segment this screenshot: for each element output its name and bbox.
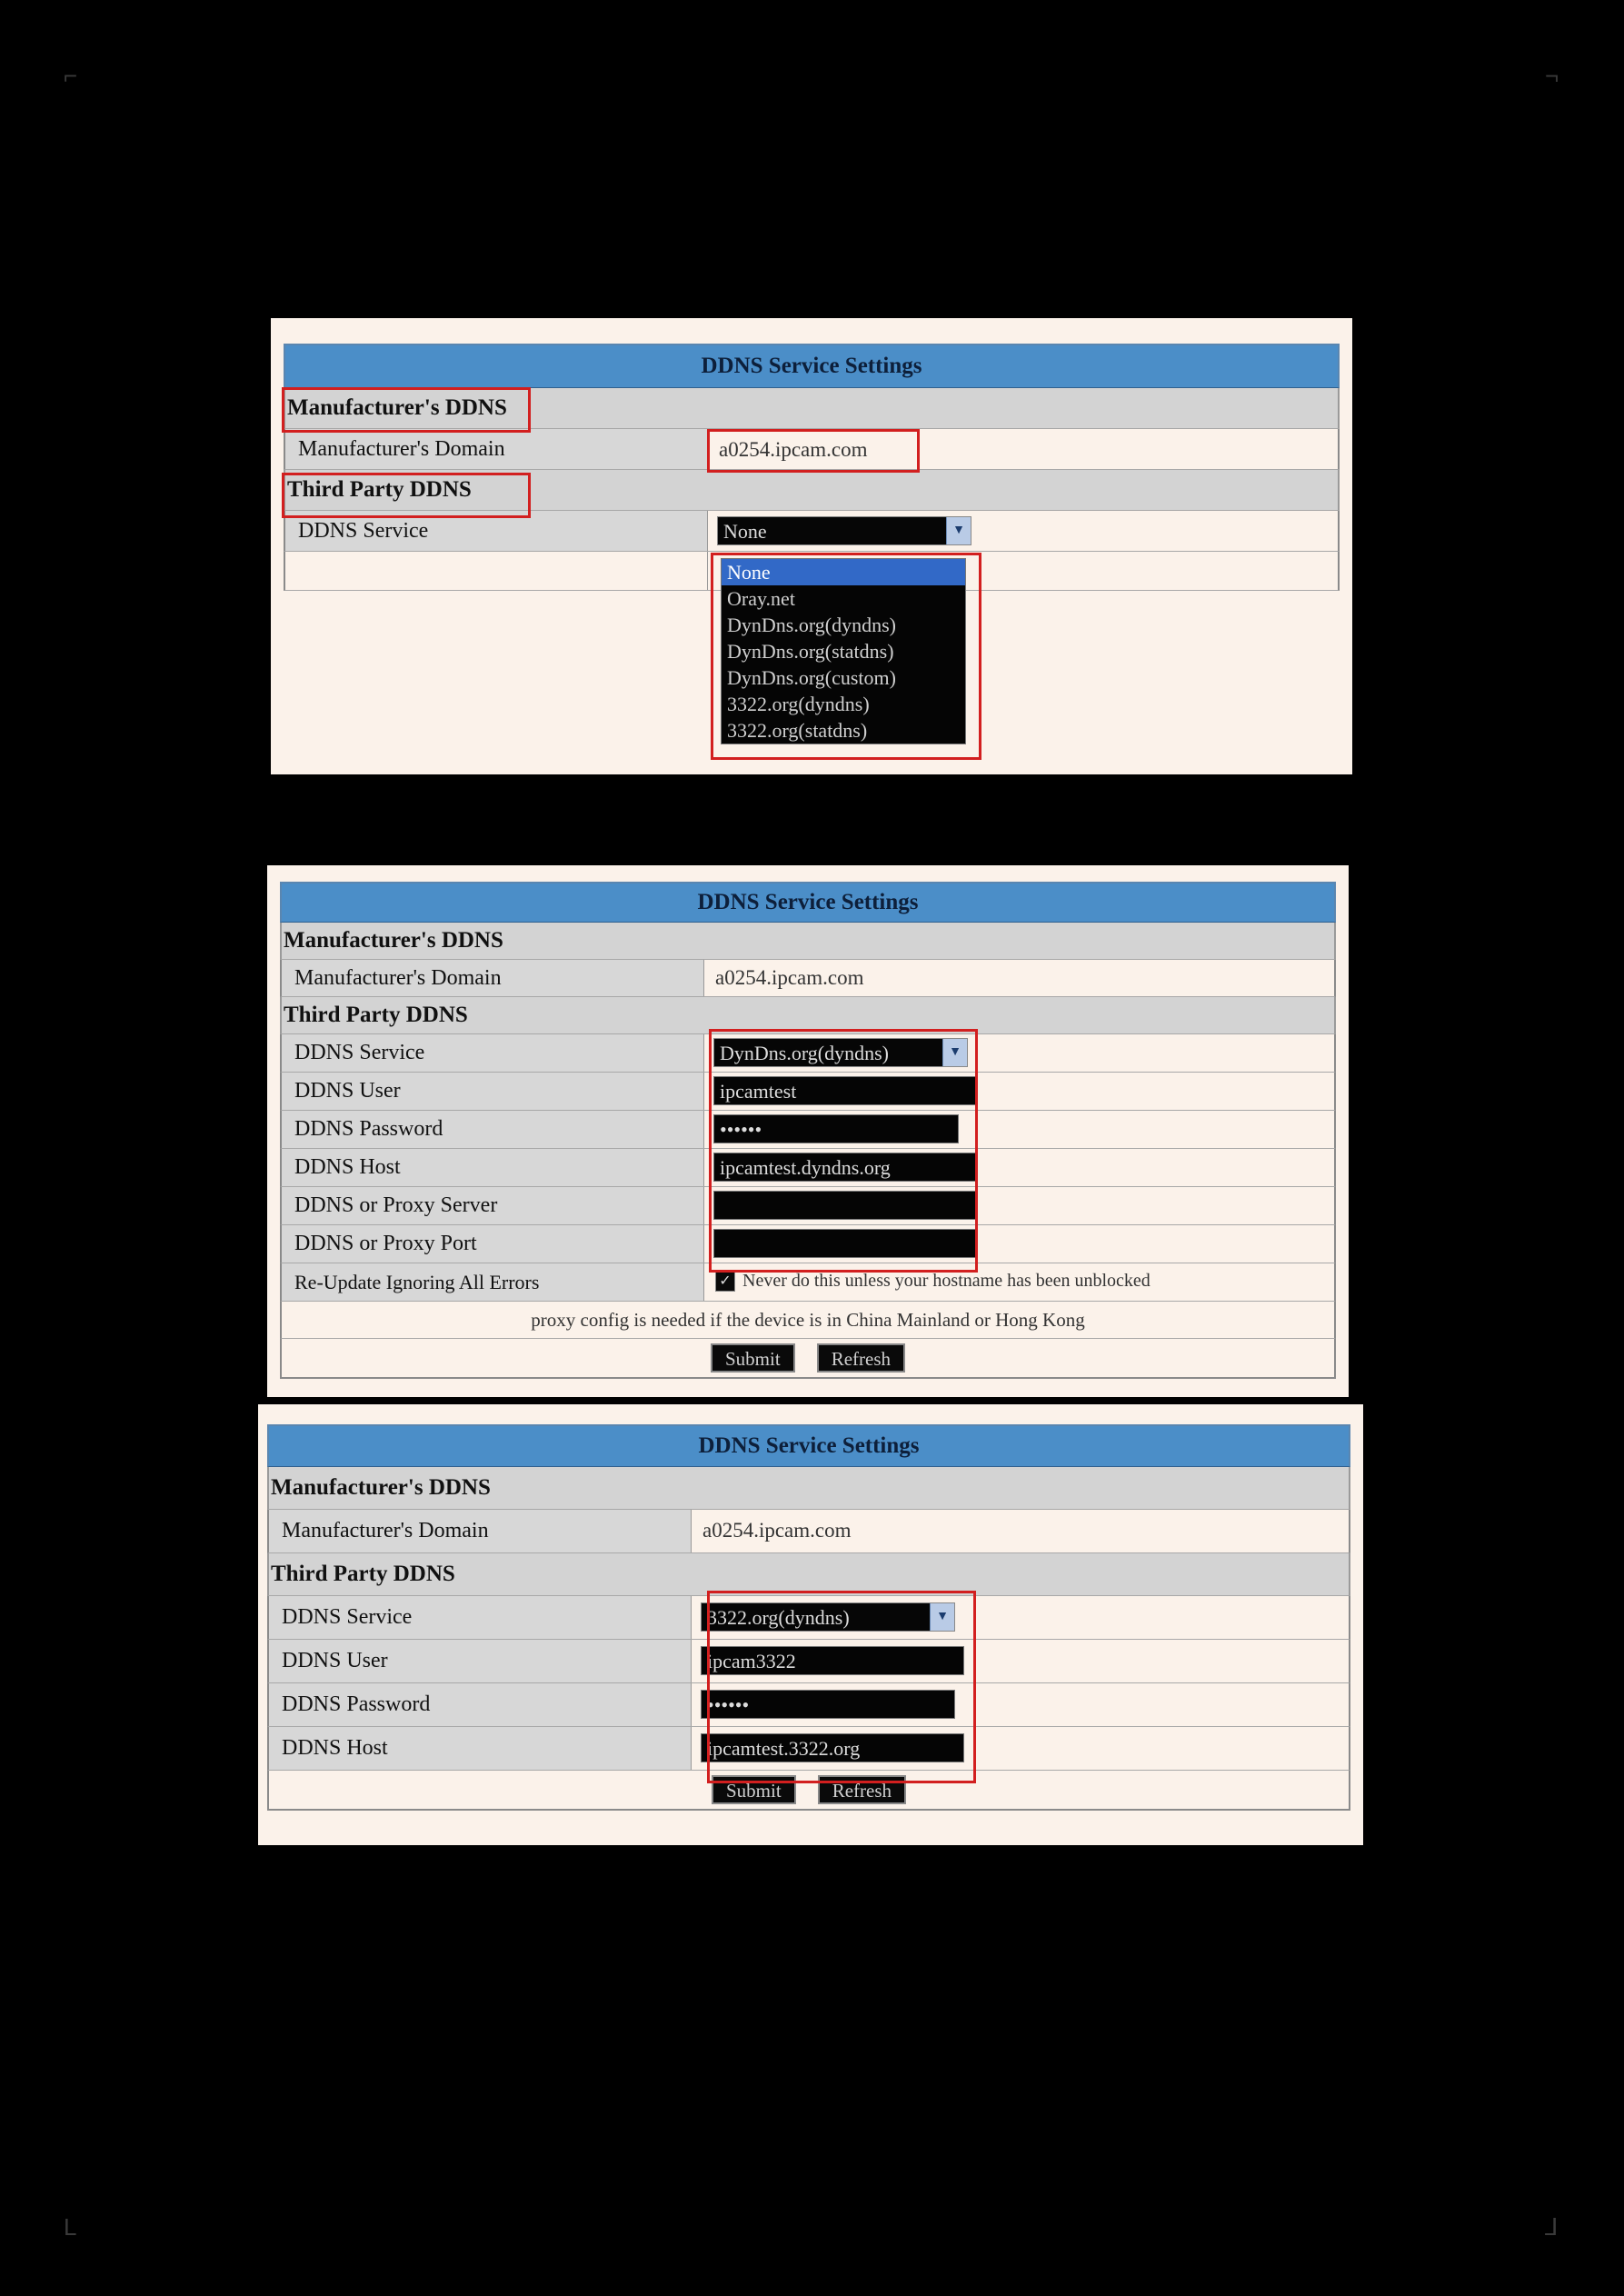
section-manufacturer-ddns [280,923,1336,960]
proxy-port-label: DDNS or Proxy Port [282,1225,704,1263]
ddns-password-row [280,1111,1336,1149]
section-label: Third Party DDNS [284,1003,468,1027]
ddns-host-input[interactable]: ipcamtest.3322.org [701,1733,964,1762]
proxy-server-label: DDNS or Proxy Server [282,1187,704,1224]
corner-mark-bottom-left: L [64,2213,77,2241]
ddns-user-input[interactable]: ipcam3322 [701,1646,964,1675]
selected-value: 3322.org(dyndns) [707,1606,850,1629]
button-row [280,1339,1336,1379]
option-3322-dyndns[interactable]: 3322.org(dyndns) [727,693,870,715]
ddns-service-row [267,1596,1350,1640]
proxy-note: proxy config is needed if the device is in China Mainland or Hong Kong [280,1302,1336,1339]
selected-value: None [723,520,767,543]
proxy-port-input[interactable] [713,1229,977,1258]
manufacturer-domain-value: a0254.ipcam.com [719,438,868,461]
ddns-host-input[interactable]: ipcamtest.dyndns.org [713,1153,977,1182]
manufacturer-domain-value: a0254.ipcam.com [715,966,864,989]
option-none[interactable]: None [722,559,965,585]
reupdate-warning-text: Never do this unless your hostname has been unblocked [742,1271,1151,1291]
reupdate-checkbox[interactable]: ✓ [715,1272,735,1292]
ddns-user-input[interactable]: ipcamtest [713,1076,977,1105]
button-row [267,1771,1350,1811]
ddns-user-cell [704,1073,1334,1110]
refresh-button[interactable]: Refresh [818,1775,906,1804]
section-label: Manufacturer's DDNS [284,928,503,953]
option-dyndns-custom[interactable]: DynDns.org(custom) [727,666,896,689]
section-label: Third Party DDNS [287,477,472,502]
ddns-user-row [280,1073,1336,1111]
ddns-host-label: DDNS Host [269,1727,692,1770]
ddns-password-input[interactable]: •••••• [713,1114,959,1143]
ddns-host-row [280,1149,1336,1187]
section-third-party-ddns [267,1553,1350,1596]
corner-mark-top-right: ¬ [1545,62,1559,89]
ddns-user-label: DDNS User [282,1073,704,1110]
proxy-server-cell [704,1187,1334,1224]
ddns-service-label: DDNS Service [282,1034,704,1072]
ddns-service-cell [704,1034,1334,1072]
ddns-host-row [267,1727,1350,1771]
manufacturer-domain-label: Manufacturer's Domain [282,960,704,996]
ddns-user-label: DDNS User [269,1640,692,1682]
option-oray[interactable]: Oray.net [727,587,795,610]
section-third-party-ddns [280,997,1336,1034]
ddns-password-row [267,1683,1350,1727]
ddns-settings-panel-3 [258,1404,1363,1845]
proxy-server-row [280,1187,1336,1225]
panel-title: DDNS Service Settings [284,344,1340,388]
section-label: Third Party DDNS [271,1562,455,1586]
selected-value: DynDns.org(dyndns) [720,1042,889,1064]
ddns-host-label: DDNS Host [282,1149,704,1186]
section-manufacturer-ddns [267,1467,1350,1510]
ddns-password-cell [692,1683,1349,1726]
option-dyndns-statdns[interactable]: DynDns.org(statdns) [727,640,894,663]
manufacturer-domain-cell [692,1510,1349,1552]
ddns-service-cell [708,511,1338,551]
ddns-service-select[interactable] [717,516,971,545]
ddns-service-select[interactable] [701,1602,955,1632]
ddns-host-cell [692,1727,1349,1770]
ddns-service-row [280,1034,1336,1073]
corner-mark-top-left: ⌐ [64,62,78,89]
section-label: Manufacturer's DDNS [271,1475,491,1500]
option-3322-statdns[interactable]: 3322.org(statdns) [727,719,868,742]
ddns-service-row [284,511,1340,552]
reupdate-row [280,1263,1336,1302]
ddns-settings-panel-1 [271,318,1352,774]
panel-title: DDNS Service Settings [267,1424,1350,1467]
manufacturer-domain-label: Manufacturer's Domain [285,429,708,469]
ddns-password-label: DDNS Password [269,1683,692,1726]
manufacturer-domain-label: Manufacturer's Domain [269,1510,692,1552]
ddns-service-label: DDNS Service [269,1596,692,1639]
refresh-button[interactable]: Refresh [817,1343,905,1373]
manufacturer-domain-row [284,429,1340,470]
manufacturer-domain-cell [704,960,1334,996]
reupdate-label: Re-Update Ignoring All Errors [282,1263,704,1301]
ddns-service-cell [692,1596,1349,1639]
ddns-password-input[interactable]: •••••• [701,1690,955,1719]
ddns-password-label: DDNS Password [282,1111,704,1148]
submit-button[interactable]: Submit [711,1343,795,1373]
ddns-service-select[interactable] [713,1038,968,1067]
section-label: Manufacturer's DDNS [287,395,507,420]
section-third-party-ddns [284,470,1340,511]
proxy-port-row [280,1225,1336,1263]
manufacturer-domain-cell [708,429,1338,469]
panel-title: DDNS Service Settings [280,882,1336,923]
section-manufacturer-ddns [284,388,1340,429]
manufacturer-domain-row [267,1510,1350,1553]
ddns-user-cell [692,1640,1349,1682]
ddns-password-cell [704,1111,1334,1148]
reupdate-cell [704,1263,1334,1301]
proxy-port-cell [704,1225,1334,1263]
ddns-service-dropdown-list[interactable] [721,558,966,744]
option-dyndns-dyndns[interactable]: DynDns.org(dyndns) [727,614,896,636]
chevron-down-icon[interactable]: ▼ [946,517,971,544]
ddns-service-label: DDNS Service [285,511,708,551]
proxy-server-input[interactable] [713,1191,977,1220]
manufacturer-domain-value: a0254.ipcam.com [702,1519,852,1542]
manufacturer-domain-row [280,960,1336,997]
ddns-settings-panel-2 [267,865,1349,1397]
submit-button[interactable]: Submit [712,1775,796,1804]
ddns-host-cell [704,1149,1334,1186]
ddns-user-row [267,1640,1350,1683]
chevron-down-icon[interactable]: ▼ [942,1039,967,1066]
chevron-down-icon[interactable]: ▼ [930,1603,954,1631]
empty-cell [285,552,708,590]
corner-mark-bottom-right: ⅃ [1545,2213,1559,2241]
